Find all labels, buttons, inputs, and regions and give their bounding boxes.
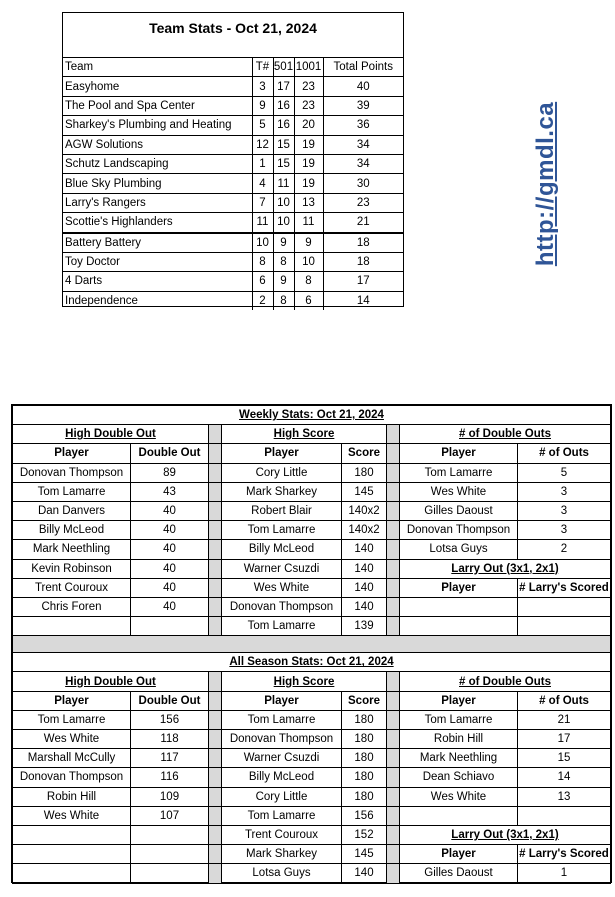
stat-cell: Billy McLeod (13, 521, 131, 540)
stat-cell: 2 (518, 540, 611, 559)
weekly-row (13, 540, 611, 559)
team-name: Schutz Landscaping (63, 154, 252, 173)
team-stat: 17 (323, 272, 403, 291)
team-stat: 10 (273, 193, 294, 212)
stat-cell (400, 806, 518, 825)
season-row (13, 825, 611, 844)
gap (387, 691, 400, 710)
larry-cell: 1 (518, 864, 611, 883)
stat-cell: 180 (342, 787, 387, 806)
season-row (13, 710, 611, 729)
stat-cell: 17 (518, 730, 611, 749)
weekly-title-row (13, 406, 611, 425)
gap (387, 825, 400, 844)
team-name: Easyhome (63, 77, 252, 96)
team-row (63, 154, 403, 173)
column-header: Score (342, 691, 387, 710)
gap (387, 578, 400, 597)
stat-cell: Tom Lamarre (13, 710, 131, 729)
column-header: Player (13, 444, 131, 463)
stat-cell: Marshall McCully (13, 749, 131, 768)
stat-cell: Tom Lamarre (222, 617, 342, 636)
stat-cell: Warner Csuzdi (222, 559, 342, 578)
team-stats-grid (63, 57, 403, 310)
team-stat: 23 (294, 77, 323, 96)
team-stat: 19 (294, 154, 323, 173)
season-row (13, 730, 611, 749)
season-row (13, 864, 611, 883)
team-stat: 6 (294, 291, 323, 310)
gap (387, 617, 400, 636)
weekly-row (13, 482, 611, 501)
gap (209, 864, 222, 883)
stat-cell: 180 (342, 768, 387, 787)
larry-header: Player (400, 578, 518, 597)
weekly-row (13, 578, 611, 597)
season-col-header-row (13, 691, 611, 710)
team-stat: 23 (294, 96, 323, 115)
team-stat: 20 (294, 116, 323, 135)
weekly-row (13, 597, 611, 616)
team-stat: 36 (323, 116, 403, 135)
team-stat: 8 (252, 252, 273, 271)
stat-cell: 40 (131, 521, 209, 540)
stat-cell: Cory Little (222, 463, 342, 482)
stat-cell: 145 (342, 482, 387, 501)
stat-cell: Tom Lamarre (13, 482, 131, 501)
team-name: The Pool and Spa Center (63, 96, 252, 115)
team-stat: 9 (273, 233, 294, 253)
weekly-title: Weekly Stats: Oct 21, 2024 (13, 406, 611, 425)
stat-cell: Wes White (13, 730, 131, 749)
stat-cell: Robert Blair (222, 501, 342, 520)
team-stat: 19 (294, 174, 323, 193)
gap (209, 578, 222, 597)
team-name: Sharkey's Plumbing and Heating (63, 116, 252, 135)
gap (387, 521, 400, 540)
gap (209, 710, 222, 729)
gap (209, 806, 222, 825)
stat-cell: Mark Neethling (13, 540, 131, 559)
season-row (13, 845, 611, 864)
team-stat: 8 (273, 252, 294, 271)
weekly-row (13, 463, 611, 482)
stat-cell: Tom Lamarre (400, 710, 518, 729)
stat-cell: Lotsa Guys (222, 864, 342, 883)
column-header: Player (13, 691, 131, 710)
team-stat: 9 (273, 272, 294, 291)
separator-band (13, 636, 611, 653)
stat-cell: Wes White (13, 806, 131, 825)
team-stat: 2 (252, 291, 273, 310)
gap (387, 787, 400, 806)
team-row (63, 233, 403, 253)
stat-cell: 139 (342, 617, 387, 636)
stat-cell: Billy McLeod (222, 768, 342, 787)
team-stat: 7 (252, 193, 273, 212)
team-name: Independence (63, 291, 252, 310)
team-name: Toy Doctor (63, 252, 252, 271)
stat-cell: Mark Sharkey (222, 845, 342, 864)
stat-cell (518, 617, 611, 636)
stat-cell: Chris Foren (13, 597, 131, 616)
gap (209, 730, 222, 749)
team-header-cell: 1001 (294, 58, 323, 77)
stat-cell: 140 (342, 540, 387, 559)
team-stat: 34 (323, 154, 403, 173)
section-num-double-outs: # of Double Outs (400, 425, 611, 444)
larry-title: Larry Out (3x1, 2x1) (400, 825, 611, 844)
team-stat: 34 (323, 135, 403, 154)
team-stat: 9 (294, 233, 323, 253)
team-stat: 8 (273, 291, 294, 310)
team-stat: 21 (323, 213, 403, 233)
stats-grid (12, 405, 611, 884)
stat-cell: 156 (131, 710, 209, 729)
stat-cell: 107 (131, 806, 209, 825)
stat-cell: Gilles Daoust (400, 501, 518, 520)
team-stat: 16 (273, 96, 294, 115)
team-row (63, 213, 403, 233)
gap (387, 482, 400, 501)
gap (209, 521, 222, 540)
stat-cell: Trent Couroux (13, 578, 131, 597)
team-stats-table (62, 12, 404, 307)
team-stat: 15 (273, 135, 294, 154)
team-row (63, 291, 403, 310)
section-num-double-outs: # of Double Outs (400, 672, 611, 691)
gap (209, 597, 222, 616)
gap (209, 444, 222, 463)
stat-cell: 40 (131, 578, 209, 597)
stat-cell: 3 (518, 521, 611, 540)
team-name: Scottie's Highlanders (63, 213, 252, 233)
team-row (63, 193, 403, 212)
gap (387, 749, 400, 768)
team-stat: 18 (323, 233, 403, 253)
stat-cell: 43 (131, 482, 209, 501)
stat-cell: Donovan Thompson (400, 521, 518, 540)
team-header-cell: Total Points (323, 58, 403, 77)
stat-cell (400, 597, 518, 616)
team-name: AGW Solutions (63, 135, 252, 154)
weekly-row (13, 521, 611, 540)
team-stat: 10 (252, 233, 273, 253)
stat-cell (13, 825, 131, 844)
stat-cell: Wes White (222, 578, 342, 597)
weekly-section-row (13, 425, 611, 444)
stat-cell: 145 (342, 845, 387, 864)
team-stat: 19 (294, 135, 323, 154)
gap (387, 444, 400, 463)
stat-cell: Robin Hill (13, 787, 131, 806)
team-stat: 6 (252, 272, 273, 291)
column-header: # of Outs (518, 444, 611, 463)
team-stat: 14 (356, 294, 370, 307)
gap (387, 768, 400, 787)
team-header-cell: 501 (273, 58, 294, 77)
section-high-double-out: High Double Out (13, 425, 209, 444)
team-stat: 11 (252, 213, 273, 233)
stat-cell (400, 617, 518, 636)
stat-cell: Lotsa Guys (400, 540, 518, 559)
gap (209, 672, 222, 691)
stat-cell: 5 (518, 463, 611, 482)
team-stat: 10 (294, 252, 323, 271)
gap (209, 425, 222, 444)
team-row (63, 174, 403, 193)
team-stat: 9 (252, 96, 273, 115)
team-stat: 16 (273, 116, 294, 135)
gap (209, 768, 222, 787)
stat-cell: 117 (131, 749, 209, 768)
season-section-row (13, 672, 611, 691)
team-stat: 5 (252, 116, 273, 135)
team-stat: 10 (273, 213, 294, 233)
gap (387, 864, 400, 883)
stat-cell: 140 (342, 597, 387, 616)
gap (209, 617, 222, 636)
team-stat: 15 (273, 154, 294, 173)
column-header: # of Outs (518, 691, 611, 710)
stat-cell (131, 845, 209, 864)
gap (387, 710, 400, 729)
team-stat: 3 (252, 77, 273, 96)
team-name: Battery Battery (63, 233, 252, 253)
season-row (13, 787, 611, 806)
section-high-double-out: High Double Out (13, 672, 209, 691)
stat-cell (13, 864, 131, 883)
team-name: Larry's Rangers (63, 193, 252, 212)
team-stat: 39 (323, 96, 403, 115)
team-stat: 23 (323, 193, 403, 212)
gap (209, 540, 222, 559)
stat-cell: Robin Hill (400, 730, 518, 749)
team-stat: 40 (323, 77, 403, 96)
site-link[interactable]: http://gmdl.ca (532, 101, 559, 267)
gap (209, 559, 222, 578)
season-row (13, 749, 611, 768)
team-row (63, 272, 403, 291)
gap (387, 463, 400, 482)
stat-cell: 152 (342, 825, 387, 844)
team-row (63, 135, 403, 154)
weekly-row (13, 559, 611, 578)
stat-cell: Tom Lamarre (222, 521, 342, 540)
team-stats-title: Team Stats - Oct 21, 2024 (149, 20, 317, 36)
stat-cell: Tom Lamarre (222, 710, 342, 729)
team-name: Blue Sky Plumbing (63, 174, 252, 193)
stat-cell: 13 (518, 787, 611, 806)
stat-cell: 109 (131, 787, 209, 806)
section-high-score: High Score (222, 672, 387, 691)
stat-cell: 180 (342, 463, 387, 482)
team-header-row (63, 58, 403, 77)
season-row (13, 806, 611, 825)
stat-cell (518, 597, 611, 616)
gap (387, 559, 400, 578)
stat-cell: 118 (131, 730, 209, 749)
stat-cell (13, 845, 131, 864)
gap (387, 501, 400, 520)
stat-cell: Wes White (400, 787, 518, 806)
stat-cell: 40 (131, 501, 209, 520)
team-stat: 18 (323, 252, 403, 271)
stat-cell: Donovan Thompson (222, 730, 342, 749)
gap (209, 825, 222, 844)
stat-cell: Mark Neethling (400, 749, 518, 768)
stat-cell: 14 (518, 768, 611, 787)
larry-header: # Larry's Scored (518, 845, 611, 864)
team-row (63, 96, 403, 115)
gap (209, 691, 222, 710)
gap (387, 845, 400, 864)
team-header-cell: T# (252, 58, 273, 77)
stat-cell (518, 806, 611, 825)
column-header: Double Out (131, 691, 209, 710)
gap (387, 597, 400, 616)
stat-cell: Dean Schiavo (400, 768, 518, 787)
section-high-score: High Score (222, 425, 387, 444)
season-title-row (13, 653, 611, 672)
column-header: Player (222, 444, 342, 463)
column-header: Score (342, 444, 387, 463)
stat-cell: Trent Couroux (222, 825, 342, 844)
stat-cell: 40 (131, 559, 209, 578)
stat-cell: 140 (342, 578, 387, 597)
stat-cell: 15 (518, 749, 611, 768)
team-stat: 8 (294, 272, 323, 291)
column-header: Player (400, 691, 518, 710)
gap (209, 463, 222, 482)
team-stat: 11 (294, 213, 323, 233)
stat-cell (131, 617, 209, 636)
weekly-row (13, 617, 611, 636)
stat-cell: Warner Csuzdi (222, 749, 342, 768)
larry-header: Player (400, 845, 518, 864)
stat-cell: Donovan Thompson (222, 597, 342, 616)
stat-cell: 140 (342, 559, 387, 578)
stat-cell: 3 (518, 501, 611, 520)
stat-cell: 116 (131, 768, 209, 787)
stat-cell: Mark Sharkey (222, 482, 342, 501)
column-header: Player (400, 444, 518, 463)
team-row (63, 116, 403, 135)
column-header: Double Out (131, 444, 209, 463)
stat-cell: 89 (131, 463, 209, 482)
stat-cell: 140 (342, 864, 387, 883)
stat-cell: Tom Lamarre (400, 463, 518, 482)
larry-title: Larry Out (3x1, 2x1) (400, 559, 611, 578)
stat-cell: Tom Lamarre (222, 806, 342, 825)
gap (387, 672, 400, 691)
stat-cell: 140x2 (342, 501, 387, 520)
team-name: 4 Darts (63, 272, 252, 291)
weekly-col-header-row (13, 444, 611, 463)
stat-cell: 40 (131, 540, 209, 559)
gap (209, 845, 222, 864)
stat-cell: 180 (342, 749, 387, 768)
stat-cell: Billy McLeod (222, 540, 342, 559)
stat-cell (131, 864, 209, 883)
gap (209, 501, 222, 520)
stat-cell (131, 825, 209, 844)
team-row (63, 252, 403, 271)
stat-cell: 180 (342, 730, 387, 749)
larry-header: # Larry's Scored (518, 578, 611, 597)
gap (209, 482, 222, 501)
team-stat: 30 (323, 174, 403, 193)
season-row (13, 768, 611, 787)
gap (209, 787, 222, 806)
team-stat: 1 (252, 154, 273, 173)
gap (387, 730, 400, 749)
stat-cell: 40 (131, 597, 209, 616)
stat-cell: Kevin Robinson (13, 559, 131, 578)
stat-cell: 156 (342, 806, 387, 825)
gap (209, 749, 222, 768)
stat-cell: 140x2 (342, 521, 387, 540)
weekly-row (13, 501, 611, 520)
team-stat: 4 (252, 174, 273, 193)
season-title: All Season Stats: Oct 21, 2024 (13, 653, 611, 672)
stat-cell: Dan Danvers (13, 501, 131, 520)
stat-cell: Donovan Thompson (13, 768, 131, 787)
stat-cell: 21 (518, 710, 611, 729)
stat-cell: 180 (342, 710, 387, 729)
team-row (63, 77, 403, 96)
section-separator (13, 636, 611, 653)
team-header-cell: Team (63, 58, 252, 77)
stat-cell (13, 617, 131, 636)
gap (387, 540, 400, 559)
team-stat: 17 (273, 77, 294, 96)
larry-cell: Gilles Daoust (400, 864, 518, 883)
stat-cell: Donovan Thompson (13, 463, 131, 482)
team-stat: 12 (252, 135, 273, 154)
gap (387, 806, 400, 825)
team-stat: 13 (294, 193, 323, 212)
stat-cell: 3 (518, 482, 611, 501)
team-stat: 11 (273, 174, 294, 193)
stats-panel (11, 404, 612, 883)
gap (387, 425, 400, 444)
stat-cell: Wes White (400, 482, 518, 501)
column-header: Player (222, 691, 342, 710)
stat-cell: Cory Little (222, 787, 342, 806)
